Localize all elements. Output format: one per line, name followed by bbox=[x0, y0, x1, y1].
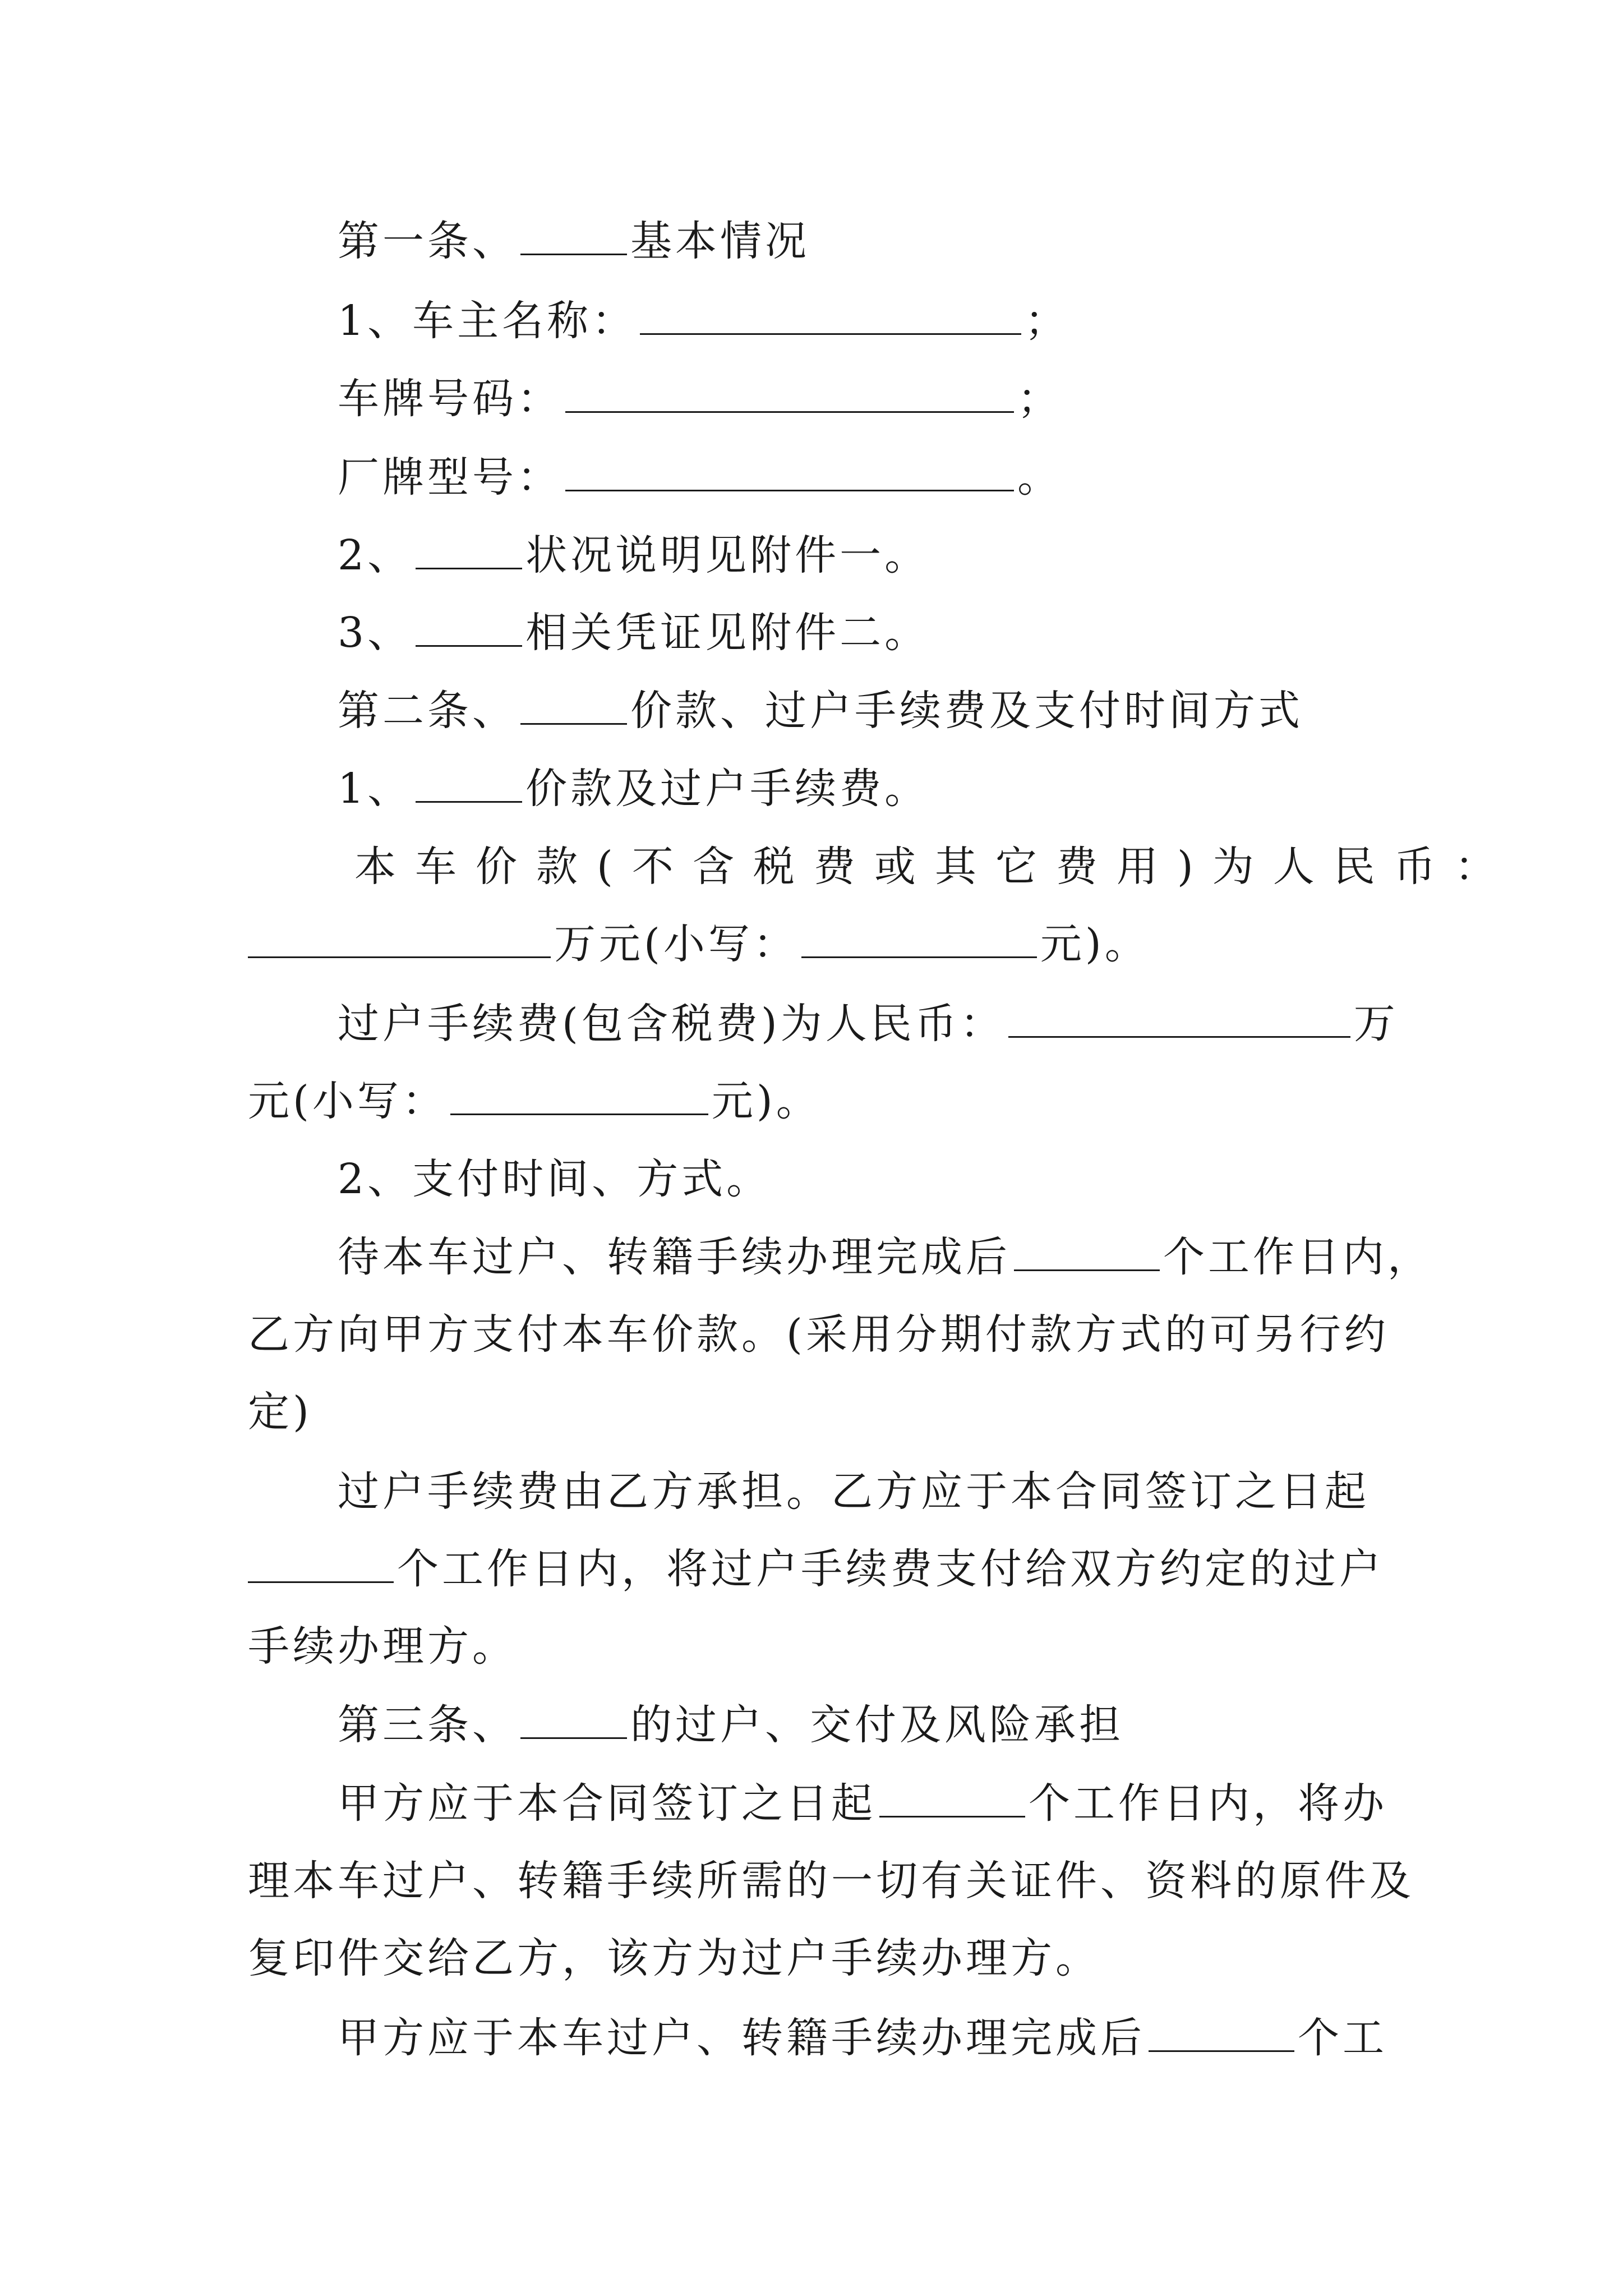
fee-yuan-field[interactable] bbox=[450, 1079, 708, 1115]
article2-item1: 1、 价款及过户手续费。 bbox=[338, 765, 930, 813]
model-field[interactable] bbox=[565, 455, 1014, 491]
fee-line: 过户手续费(包含税费)为人民币： 万 bbox=[338, 1000, 1399, 1048]
payment-line-3: 定) bbox=[248, 1388, 312, 1436]
plate-number-line: 车牌号码： ； bbox=[338, 375, 1062, 423]
blank-field[interactable] bbox=[416, 533, 522, 569]
fee-payment-line-1: 过户手续费由乙方承担。乙方应于本合同签订之日起 bbox=[338, 1467, 1370, 1516]
article3-p2-line-1: 甲方应于本车过户、转籍手续办理完成后 个工 bbox=[338, 2014, 1387, 2062]
article2-heading: 第二条、 价款、过户手续费及支付时间方式 bbox=[338, 687, 1303, 735]
fee-payment-line-2: 个工作日内，将过户手续费支付给双方约定的过户 bbox=[248, 1544, 1386, 1594]
payment-line-2: 乙方向甲方支付本车价款。(采用分期付款方式的可另行约 bbox=[248, 1310, 1389, 1359]
article3-heading: 第三条、 的过户、交付及风险承担 bbox=[338, 1701, 1124, 1749]
plate-number-field[interactable] bbox=[565, 376, 1014, 413]
price-yuan-field[interactable] bbox=[801, 922, 1037, 958]
days-field[interactable] bbox=[248, 1547, 394, 1583]
blank-field[interactable] bbox=[416, 766, 522, 803]
article2-item2: 2、支付时间、方式。 bbox=[338, 1155, 772, 1203]
price-wan-field[interactable] bbox=[248, 922, 551, 958]
fee-payment-line-3: 手续办理方。 bbox=[248, 1622, 517, 1671]
payment-line-1: 待本车过户、转籍手续办理完成后 个工作日内， bbox=[338, 1233, 1432, 1281]
item-3-line: 3、 相关凭证见附件二。 bbox=[338, 609, 930, 657]
article3-p1-line-2: 理本车过户、转籍手续所需的一切有关证件、资料的原件及 bbox=[248, 1857, 1414, 1905]
blank-field[interactable] bbox=[520, 688, 627, 725]
days-field[interactable] bbox=[879, 1781, 1025, 1818]
blank-field[interactable] bbox=[416, 610, 522, 647]
fee-wan-field[interactable] bbox=[1008, 1001, 1350, 1038]
blank-field[interactable] bbox=[520, 219, 627, 255]
item-2-line: 2、 状况说明见附件一。 bbox=[338, 531, 930, 579]
price-amount-line: 万元(小写： 元)。 bbox=[248, 919, 1386, 969]
fee-amount-line: 元(小写： 元)。 bbox=[248, 1077, 821, 1125]
price-line: 本车价款(不含税费或其它费用)为人民币： bbox=[354, 843, 1515, 891]
days-field[interactable] bbox=[1014, 1235, 1160, 1271]
owner-name-field[interactable] bbox=[640, 298, 1021, 335]
article1-heading: 第一条、 基本情况 bbox=[338, 217, 810, 265]
model-line: 厂牌型号： 。 bbox=[338, 453, 1062, 501]
owner-name-line: 1、车主名称： ； bbox=[338, 297, 1070, 345]
days-field[interactable] bbox=[1149, 2016, 1294, 2052]
blank-field[interactable] bbox=[520, 1703, 627, 1739]
article3-p1-line-3: 复印件交给乙方，该方为过户手续办理方。 bbox=[248, 1934, 1100, 1982]
article3-p1-line-1: 甲方应于本合同签订之日起 个工作日内，将办 bbox=[338, 1779, 1387, 1828]
